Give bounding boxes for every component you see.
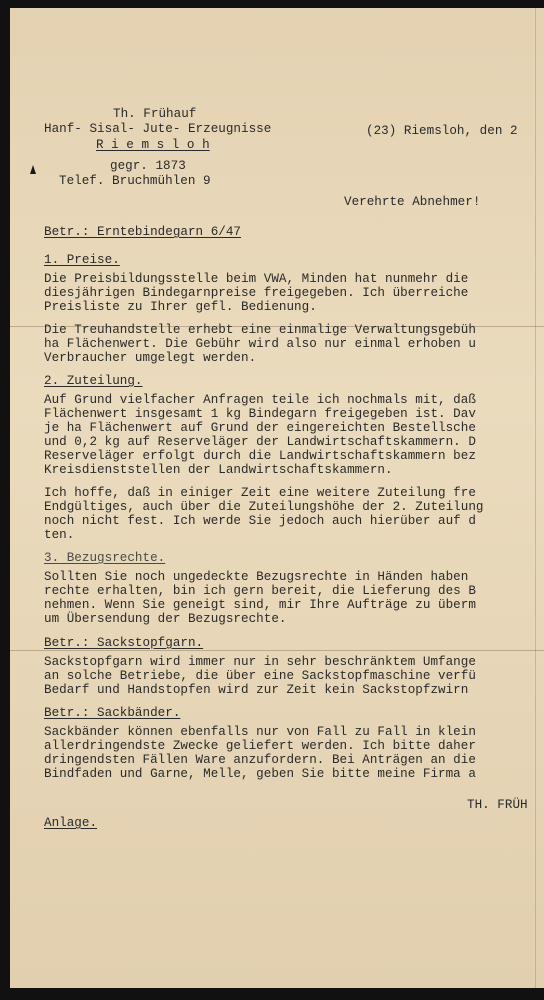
paragraph-line: je ha Flächenwert auf Grund der eingereichten Bestellsche [44,421,476,435]
paragraph-line: Flächenwert insgesamt 1 kg Bindegarn freigegeben ist. Dav [44,407,476,421]
letterhead-phone: Telef. Bruchmühlen 9 [59,174,211,188]
dateline: (23) Riemsloh, den 2 [366,124,518,138]
paragraph-line: allerdringendste Zwecke geliefert werden. Ich bitte daher [44,739,476,753]
paragraph-line: Sackstopfgarn wird immer nur in sehr beschränktem Umfange [44,655,476,669]
paragraph-line: Ich hoffe, daß in einiger Zeit eine weitere Zuteilung fre [44,486,476,500]
paragraph-line: Verbraucher umgelegt werden. [44,351,257,365]
letterhead-name: Th. Frühauf [113,107,197,121]
paragraph-line: Auf Grund vielfacher Anfragen teile ich nochmals mit, daß [44,393,476,407]
paragraph-line: Bedarf und Handstopfen wird zur Zeit kein Sackstopfzwirn [44,683,469,697]
paragraph-line: Die Preisbildungsstelle beim VWA, Minden hat nunmehr die [44,272,469,286]
paragraph-line: Reserveläger erfolgt durch die Landwirtschaftskammern bez [44,449,476,463]
paragraph-line: Endgültiges, auch über die Zuteilungshöhe der 2. Zuteilung [44,500,484,514]
paragraph-line: Bindfaden und Garne, Melle, geben Sie bitte meine Firma a [44,767,476,781]
salutation: Verehrte Abnehmer! [344,195,481,209]
paragraph-line: an solche Betriebe, die über eine Sackstopfmaschine verfü [44,669,476,683]
subject-line [44,225,241,239]
paragraph-line: und 0,2 kg auf Reserveläger der Landwirtschaftskammern. D [44,435,476,449]
section-heading: Betr.: Sackstopfgarn. [44,636,204,650]
paragraph-line: rechte erhalten, bin ich gern bereit, die Lieferung des B [44,584,476,598]
paragraph-line: nehmen. Wenn Sie geneigt sind, mir Ihre Aufträge zu überm [44,598,476,612]
subject-text: Betr.: Erntebindegarn 6/47 [44,225,242,239]
punch-mark [30,165,36,174]
paragraph-line: ha Flächenwert. Die Gebühr wird also nur einmal erhoben u [44,337,476,351]
section-heading: 3. Bezugsrechte. [44,551,166,565]
paragraph-line: Sollten Sie noch ungedeckte Bezugsrechte in Händen haben [44,570,469,584]
letterhead-town: R i e m s l o h [96,138,210,152]
letterhead-trade: Hanf- Sisal- Jute- Erzeugnisse [44,122,272,136]
paragraph-line: noch nicht fest. Ich werde Sie jedoch auch hierüber auf d [44,514,476,528]
paragraph-line: Kreisdienststellen der Landwirtschaftskammern. [44,463,393,477]
section-heading: Betr.: Sackbänder. [44,706,181,720]
paragraph-line: Die Treuhandstelle erhebt eine einmalige Verwaltungsgebüh [44,323,476,337]
letterhead-founded: gegr. 1873 [110,159,186,173]
paragraph-line: ten. [44,528,75,542]
paragraph-line: um Übersendung der Bezugsrechte. [44,612,287,626]
section-heading: 1. Preise. [44,253,120,267]
section-heading: 2. Zuteilung. [44,374,143,388]
paragraph-line: Sackbänder können ebenfalls nur von Fall zu Fall in klein [44,725,476,739]
signature: TH. FRÜH [467,798,528,812]
letter-sheet [10,8,544,988]
fold-line [535,8,536,988]
fold-line [10,650,544,651]
paragraph-line: diesjährigen Bindegarnpreise freigegeben. Ich überreiche [44,286,469,300]
enclosure-note: Anlage. [44,816,98,830]
paragraph-line: Preisliste zu Ihrer gefl. Bedienung. [44,300,317,314]
paragraph-line: dringendsten Fällen Ware anzufordern. Bei Anträgen an die [44,753,476,767]
